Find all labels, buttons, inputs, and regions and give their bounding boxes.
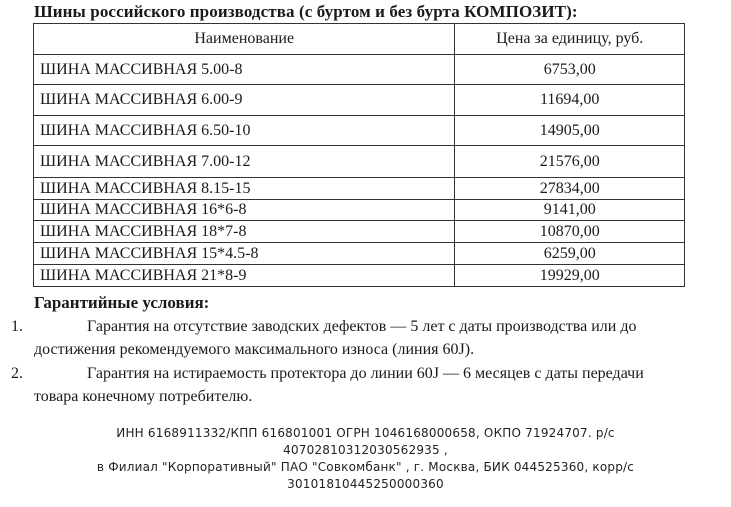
company-requisites [0,425,731,493]
table-row [34,116,685,146]
guarantee-item-number: 1. [11,318,23,335]
tire-name: ШИНА МАССИВНАЯ 6.50-10 [34,116,455,146]
tire-price: 27834,00 [455,178,685,200]
tire-price: 11694,00 [455,85,685,116]
header-price: Цена за единицу, руб. [455,24,685,55]
tire-price: 19929,00 [455,265,685,287]
requisites-line: ИНН 6168911332/КПП 616801001 ОГРН 1046168000658, ОКПО 71924707. р/с [116,426,615,440]
header-name: Наименование [34,24,455,55]
tire-price: 6259,00 [455,243,685,265]
tire-name: ШИНА МАССИВНАЯ 8.15-15 [34,178,455,200]
tire-name: ШИНА МАССИВНАЯ 7.00-12 [34,146,455,178]
tire-price: 6753,00 [455,55,685,85]
guarantee-item-text: Гарантия на отсутствие заводских дефектов — 5 лет с даты производства или до [87,318,637,335]
tire-price: 10870,00 [455,221,685,243]
tire-name: ШИНА МАССИВНАЯ 16*6-8 [34,200,455,221]
table-row [34,55,685,85]
table-row [34,243,685,265]
table-header-row [34,24,685,55]
tire-name: ШИНА МАССИВНАЯ 6.00-9 [34,85,455,116]
tire-name: ШИНА МАССИВНАЯ 15*4.5-8 [34,243,455,265]
guarantee-item-text-continued: товара конечному потребителю. [34,388,253,405]
tire-name: ШИНА МАССИВНАЯ 5.00-8 [34,55,455,85]
table-row [34,146,685,178]
tire-price: 21576,00 [455,146,685,178]
price-table [33,23,685,287]
guarantee-item-text: Гарантия на истираемость протектора до линии 60J — 6 месяцев с даты передачи [87,365,644,382]
table-row [34,221,685,243]
document-title: Шины российского производства (с буртом и без бурта КОМПОЗИТ): [34,2,578,21]
requisites-line: в Филиал "Корпоративный" ПАО "Совкомбанк" , г. Москва, БИК 044525360, корр/с [96,460,635,474]
tire-price: 9141,00 [455,200,685,221]
requisites-line: 30101810445250000360 [287,477,444,491]
table-row [34,265,685,287]
table-row [34,178,685,200]
table-row [34,85,685,116]
guarantee-title: Гарантийные условия: [34,293,210,312]
guarantee-item-number: 2. [11,365,23,382]
tire-price: 14905,00 [455,116,685,146]
requisites-line: 40702810312030562935 , [283,443,448,457]
tire-name: ШИНА МАССИВНАЯ 18*7-8 [34,221,455,243]
table-row [34,200,685,221]
tire-name: ШИНА МАССИВНАЯ 21*8-9 [34,265,455,287]
guarantee-item-text-continued: достижения рекомендуемого максимального износа (линия 60J). [34,341,475,358]
